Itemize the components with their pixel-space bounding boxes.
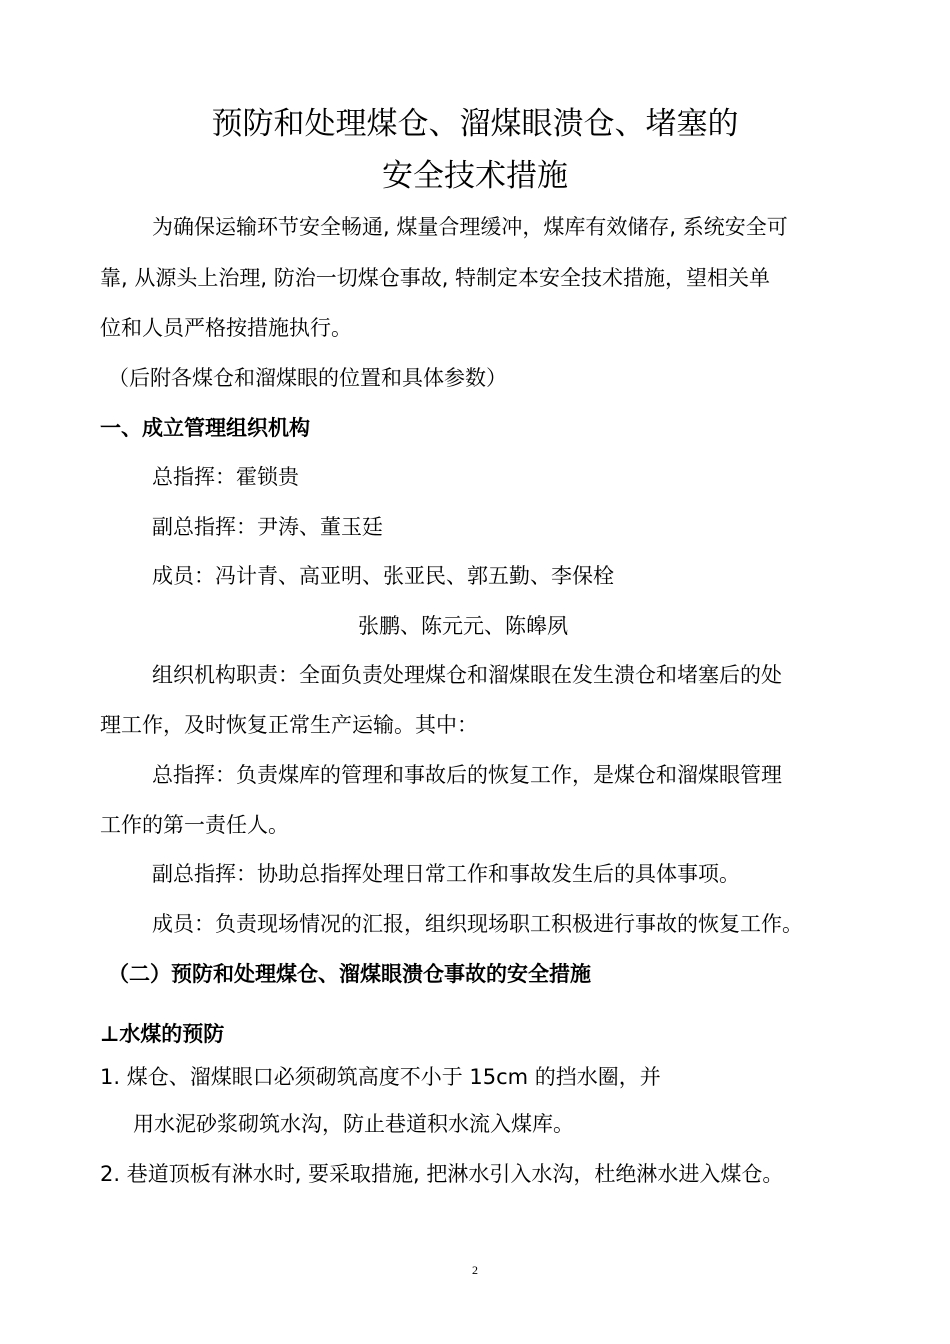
section-2-heading: （二）预防和处理煤仓、溜煤眼溃仓事故的安全措施 bbox=[108, 962, 591, 986]
commander-duty-line-2: 工作的第一责任人。 bbox=[100, 813, 289, 837]
commander-line: 总指挥：霍锁贵 bbox=[152, 465, 299, 489]
duty-paragraph-line-2: 理工作，及时恢复正常生产运输。其中： bbox=[100, 713, 478, 737]
page-number: 2 bbox=[472, 1263, 478, 1277]
list-item-2: 2. 巷道顶板有淋水时, 要采取措施, 把淋水引入水沟，杜绝淋水进入煤仓。 bbox=[100, 1162, 784, 1186]
commander-duty-line-1: 总指挥：负责煤库的管理和事故后的恢复工作，是煤仓和溜煤眼管理 bbox=[152, 763, 782, 787]
list-item-1-line-1: 1. 煤仓、溜煤眼口必须砌筑高度不小于 15cm 的挡水圈，并 bbox=[100, 1065, 661, 1089]
water-coal-prevention-subheading: ⊥水煤的预防 bbox=[100, 1022, 225, 1046]
section-1-heading: 一、成立管理组织机构 bbox=[100, 416, 310, 440]
member-duty-line: 成员：负责现场情况的汇报，组织现场职工积极进行事故的恢复工作。 bbox=[152, 912, 803, 936]
list-item-1-line-2: 用水泥砂浆砌筑水沟，防止巷道积水流入煤库。 bbox=[133, 1112, 574, 1136]
document-title-line-2: 安全技术措施 bbox=[382, 158, 568, 194]
deputy-duty-line: 副总指挥：协助总指挥处理日常工作和事故发生后的具体事项。 bbox=[152, 862, 740, 886]
intro-paragraph-line-1: 为确保运输环节安全畅通, 煤量合理缓冲，煤库有效储存, 系统安全可 bbox=[152, 215, 788, 239]
deputy-commander-line: 副总指挥：尹涛、董玉廷 bbox=[152, 515, 383, 539]
attachment-note: （后附各煤仓和溜煤眼的位置和具体参数） bbox=[108, 366, 507, 390]
members-line-2: 张鹏、陈元元、陈皞夙 bbox=[358, 614, 568, 638]
intro-paragraph-line-2: 靠, 从源头上治理, 防治一切煤仓事故, 特制定本安全技术措施，望相关单 bbox=[100, 266, 771, 290]
members-line-1: 成员：冯计青、高亚明、张亚民、郭五勤、李保栓 bbox=[152, 564, 614, 588]
intro-paragraph-line-3: 位和人员严格按措施执行。 bbox=[100, 316, 352, 340]
duty-paragraph-line-1: 组织机构职责：全面负责处理煤仓和溜煤眼在发生溃仓和堵塞后的处 bbox=[152, 663, 782, 687]
document-title-line-1: 预防和处理煤仓、溜煤眼溃仓、堵塞的 bbox=[211, 106, 739, 142]
